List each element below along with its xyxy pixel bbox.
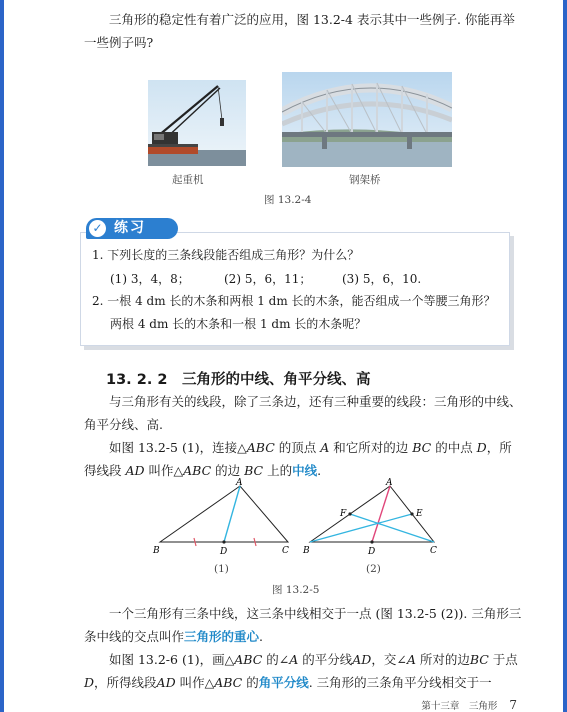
section-title: 13. 2. 2 三角形的中线、角平分线、高 [106, 372, 371, 388]
page-number: 7 [509, 698, 517, 712]
term-angle-bisector: 角平分线 [258, 675, 309, 690]
fig2-label-c: C [430, 546, 437, 556]
exercise-tab [86, 218, 178, 239]
exercise-title: 练习 [114, 220, 146, 236]
crane-caption: 起重机 [172, 174, 204, 186]
figure-13-2-4-caption: 图 13.2-4 [264, 194, 312, 206]
figure-13-2-5-1 [150, 476, 300, 561]
bridge-caption: 钢架桥 [349, 174, 381, 186]
exercise-q1-option-1: (1) 3，4，8； [110, 272, 190, 286]
exercise-q2-line-1: 2. 一根 4 dm 长的木条和两根 1 dm 长的木条，能否组成一个等腰三角形？ [92, 294, 496, 308]
fig2-label-f: F [340, 509, 347, 519]
figure-13-2-5-2-label: (2) [366, 563, 381, 575]
intro-paragraph: 三角形的稳定性有着广泛的应用，图 13.2-4 表示其中一些例子. 你能再举一些例子吗? [84, 12, 515, 50]
bridge-photo [282, 72, 452, 167]
check-icon: ✓ [89, 220, 106, 237]
figure-13-2-5-2 [300, 476, 450, 561]
crane-photo [148, 80, 246, 166]
footer-chapter: 第十三章 三角形 [421, 701, 498, 712]
fig2-label-d: D [368, 547, 376, 557]
exercise-q1: 1. 下列长度的三条线段能否组成三角形？为什么？ [92, 248, 360, 262]
paragraph-angle-bisector: 如图 13.2-6 (1)，画△ABC 的∠A 的平分线AD，交∠A 所对的边BC 于点D，所得线段AD 叫作△ABC 的角平分线. 三角形的三条角平分线相交于一 [84, 652, 518, 690]
fig1-label-c: C [282, 546, 289, 556]
exercise-q1-option-2: (2) 5，6，11； [224, 272, 312, 286]
figure-13-2-5-caption: 图 13.2-5 [272, 584, 320, 596]
fig1-label-d: D [220, 547, 228, 557]
exercise-q1-option-3: (3) 5，6，10. [342, 272, 422, 286]
paragraph-median-definition: 如图 13.2-5 (1)，连接△ABC 的顶点 A 和它所对的边 BC 的中点 D，所得线段 AD 叫作△ABC 的边 BC 上的中线. [84, 440, 512, 478]
fig2-label-e: E [416, 509, 423, 519]
exercise-q2-line-2: 两根 4 dm 长的木条和一根 1 dm 长的木条呢？ [110, 317, 367, 331]
paragraph-segments: 与三角形有关的线段，除了三条边，还有三种重要的线段：三角形的中线、角平分线、高. [84, 394, 522, 432]
term-median: 中线 [292, 463, 318, 478]
fig2-label-a: A [386, 478, 393, 488]
fig2-label-b: B [303, 546, 310, 556]
page-footer [421, 698, 517, 712]
fig1-label-a: A [236, 478, 243, 488]
fig1-label-b: B [153, 546, 160, 556]
paragraph-centroid: 一个三角形有三条中线，这三条中线相交于一点 (图 13.2-5 (2)). 三角形三条中线的交点叫作三角形的重心. [84, 606, 522, 644]
term-centroid: 三角形的重心 [184, 629, 260, 644]
figure-13-2-5-1-label: (1) [214, 563, 229, 575]
